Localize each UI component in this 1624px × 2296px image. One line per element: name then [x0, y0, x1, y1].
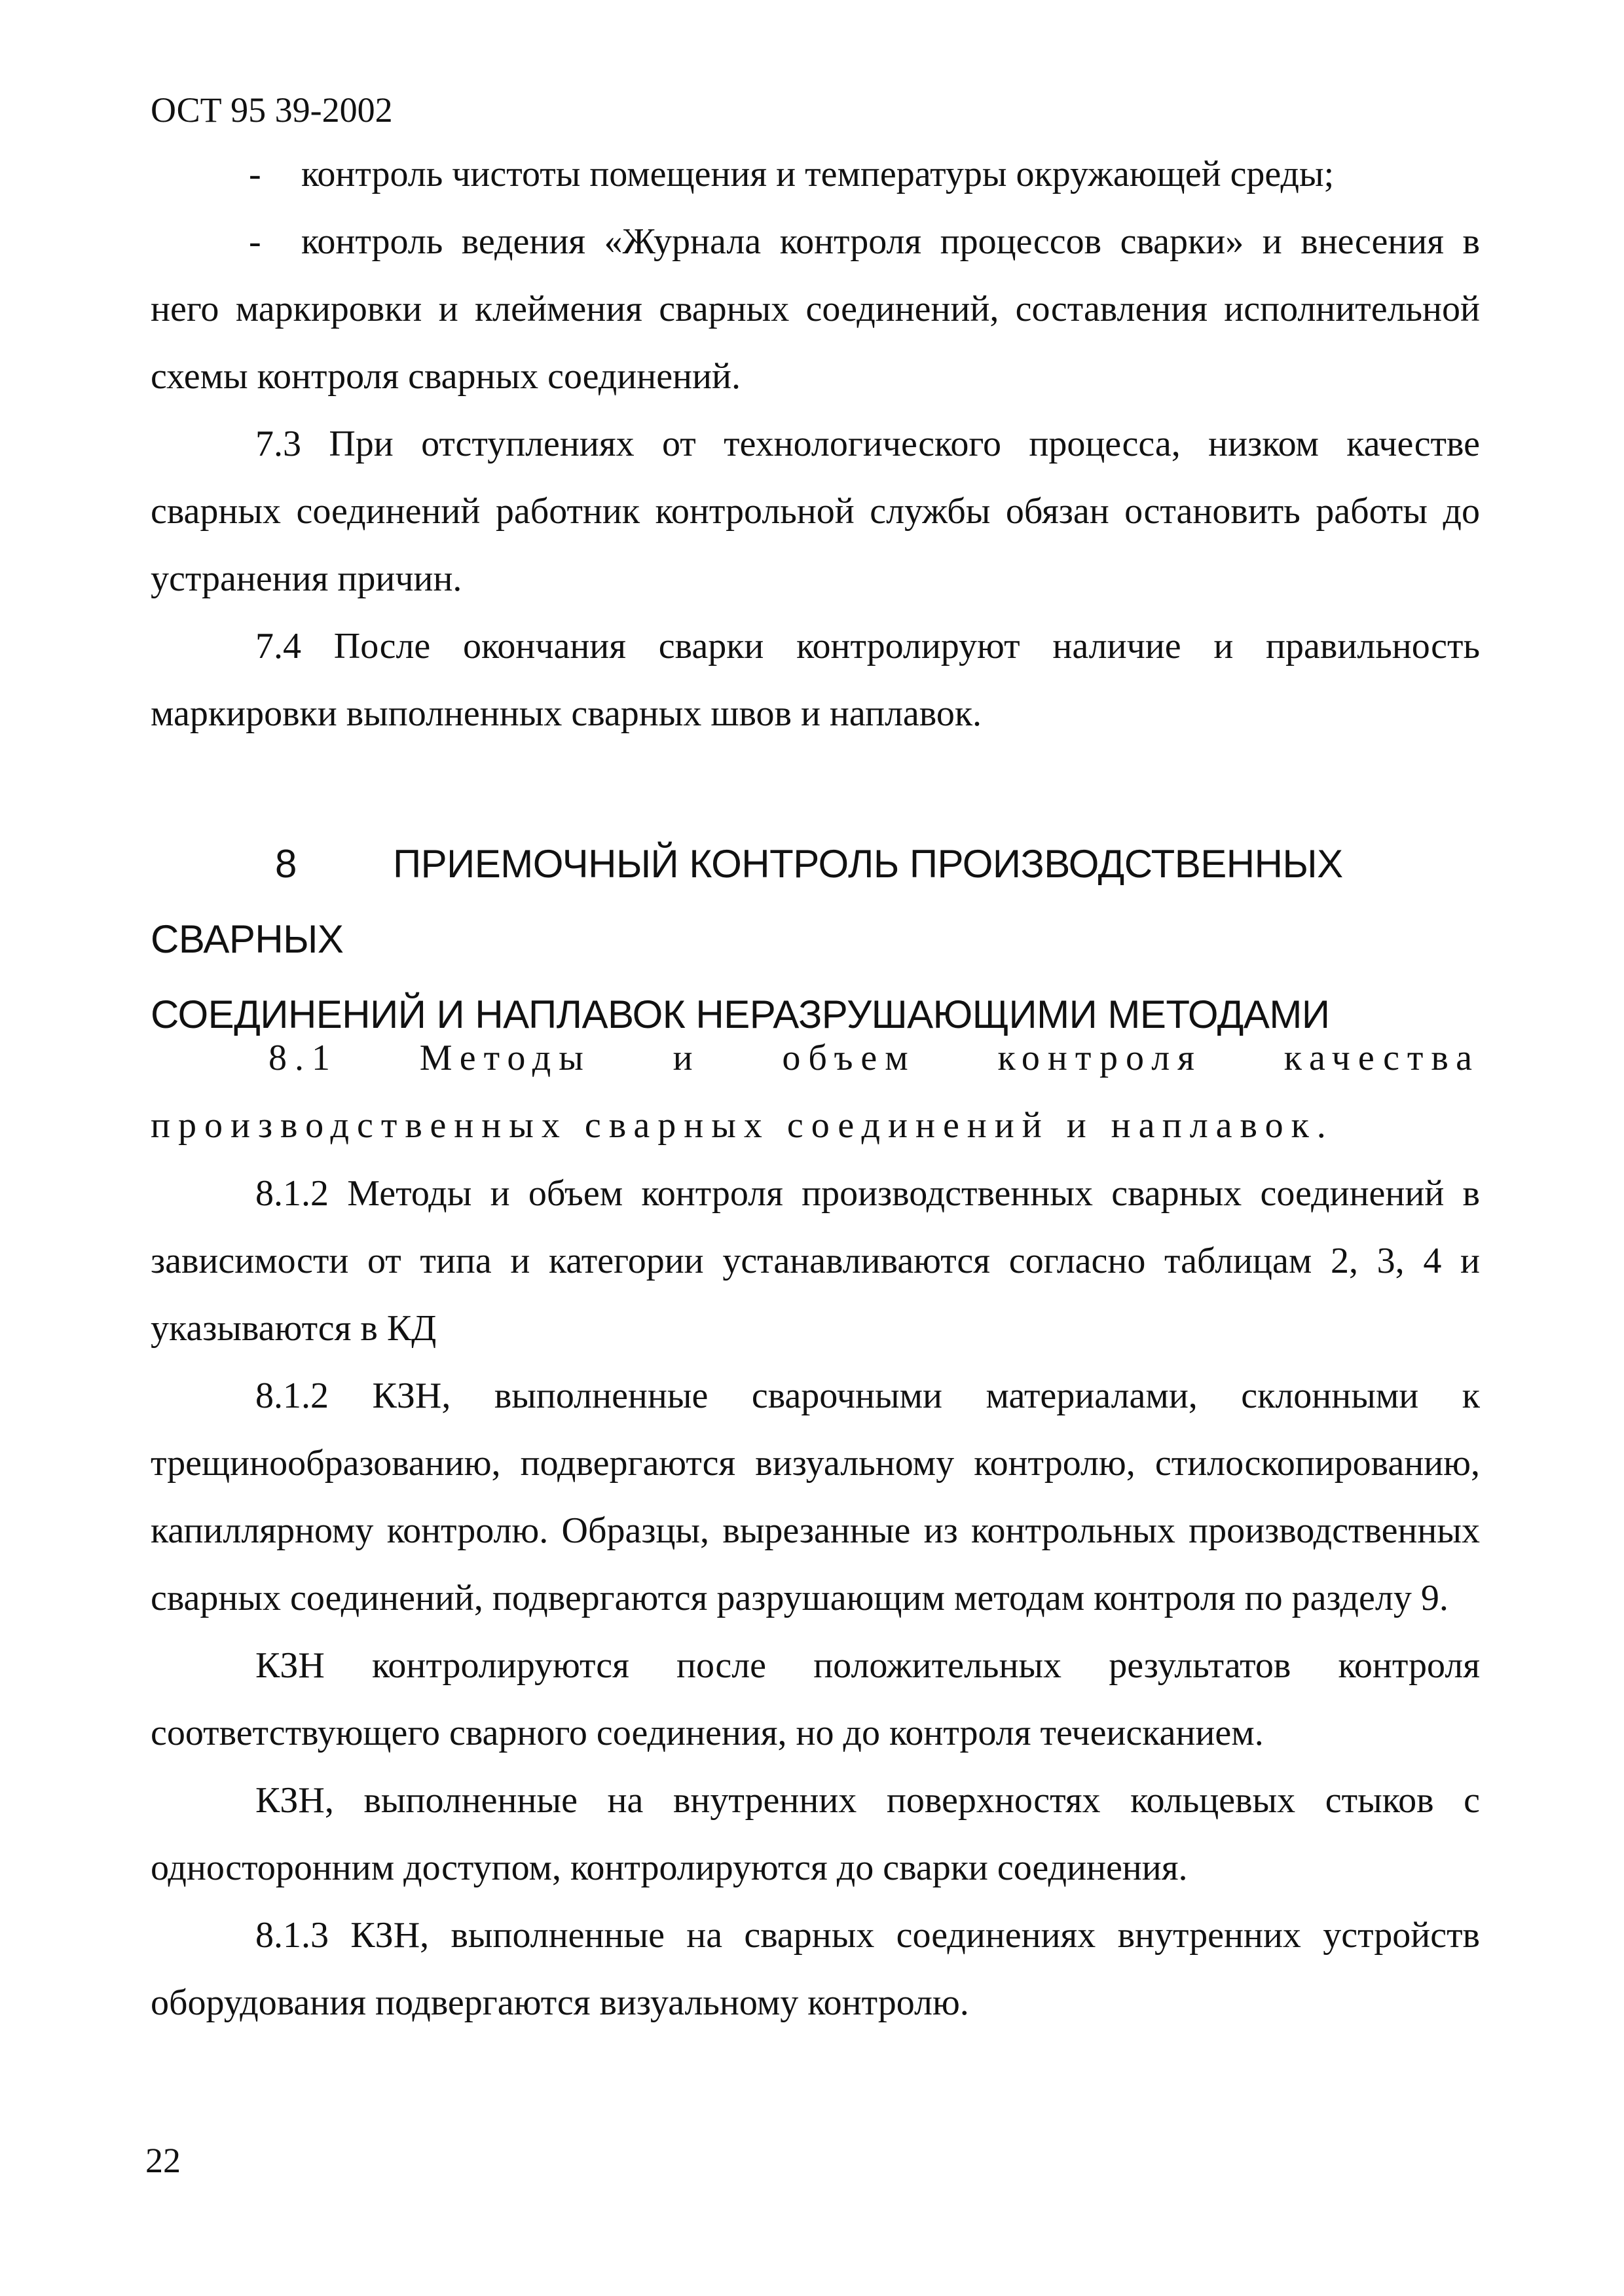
- paragraph-8-1-2-a: 8.1.2 Методы и объем контроля производственных сварных соединений в зависимости от типа и категории устанавливаются согласно таблицам 2, 3, 4 и указываются в КД: [151, 1173, 1480, 1349]
- paragraph-8-1-2-b: 8.1.2 КЗН, выполненные сварочными материалами, склонными к трещинообразованию, подвергаются визуальному контролю, стилоскопированию, капиллярному контролю. Образцы, вырезанные из контрольных производственных сварных соединений, подвергаются разрушающим методам контроля по разделу 9.: [151, 1376, 1480, 1618]
- paragraph-kzn-2: КЗН, выполненные на внутренних поверхностях кольцевых стыков с односторонним доступом, контролируются до сварки соединения.: [151, 1780, 1480, 1888]
- heading-word: 8.1: [268, 1038, 338, 1078]
- document-code: ОСТ 95 39-2002: [151, 90, 393, 130]
- heading-word: контроля: [997, 1038, 1202, 1078]
- subsection-heading-line1: [151, 1025, 1480, 1092]
- list-item: [151, 208, 1480, 410]
- paragraph-7-3: 7.3 При отступлениях от технологического процесса, низком качестве сварных соединений работник контрольной службы обязан остановить работы до устранения причин.: [151, 424, 1480, 599]
- section-title-part2: СОЕДИНЕНИЙ И НАПЛАВОК НЕРАЗРУШАЮЩИМИ МЕТОДАМИ: [151, 993, 1330, 1036]
- list-item-text: контроль чистоты помещения и температуры окружающей среды;: [301, 154, 1335, 194]
- section-8-heading-line1: [151, 826, 1480, 977]
- heading-word: качества: [1283, 1038, 1480, 1078]
- list-item: [151, 141, 1480, 208]
- section-title-part1: ПРИЕМОЧНЫЙ КОНТРОЛЬ ПРОИЗВОДСТВЕННЫХ СВАРНЫХ: [151, 842, 1343, 961]
- paragraph-kzn-1: КЗН контролируются после положительных результатов контроля соответствующего сварного соединения, но до контроля течеисканием.: [151, 1645, 1480, 1753]
- paragraph-8-1-3: 8.1.3 КЗН, выполненные на сварных соединениях внутренних устройств оборудования подвергаются визуальному контролю.: [151, 1915, 1480, 2023]
- bottom-text-block: [151, 1160, 1480, 2037]
- heading-word: и: [673, 1038, 701, 1078]
- paragraph-7-4: 7.4 После окончания сварки контролируют наличие и правильность маркировки выполненных сварных швов и наплавок.: [151, 626, 1480, 734]
- dash-marker: -: [249, 221, 261, 262]
- top-text-block: [151, 141, 1480, 748]
- heading-word: Методы: [419, 1038, 591, 1078]
- section-8-heading: [151, 826, 1480, 1052]
- subsection-8-1-heading: [151, 1025, 1480, 1159]
- section-number: 8: [275, 842, 297, 886]
- page-number: 22: [145, 2141, 181, 2180]
- subsection-heading-line2: производственных сварных соединений и наплавок.: [151, 1105, 1334, 1146]
- list-item-text: контроль ведения «Журнала контроля процессов сварки» и внесения в него маркировки и клеймения сварных соединений, составления исполнительной схемы контроля сварных соединений.: [151, 221, 1480, 397]
- heading-word: объем: [782, 1038, 916, 1078]
- dash-marker: -: [249, 154, 261, 194]
